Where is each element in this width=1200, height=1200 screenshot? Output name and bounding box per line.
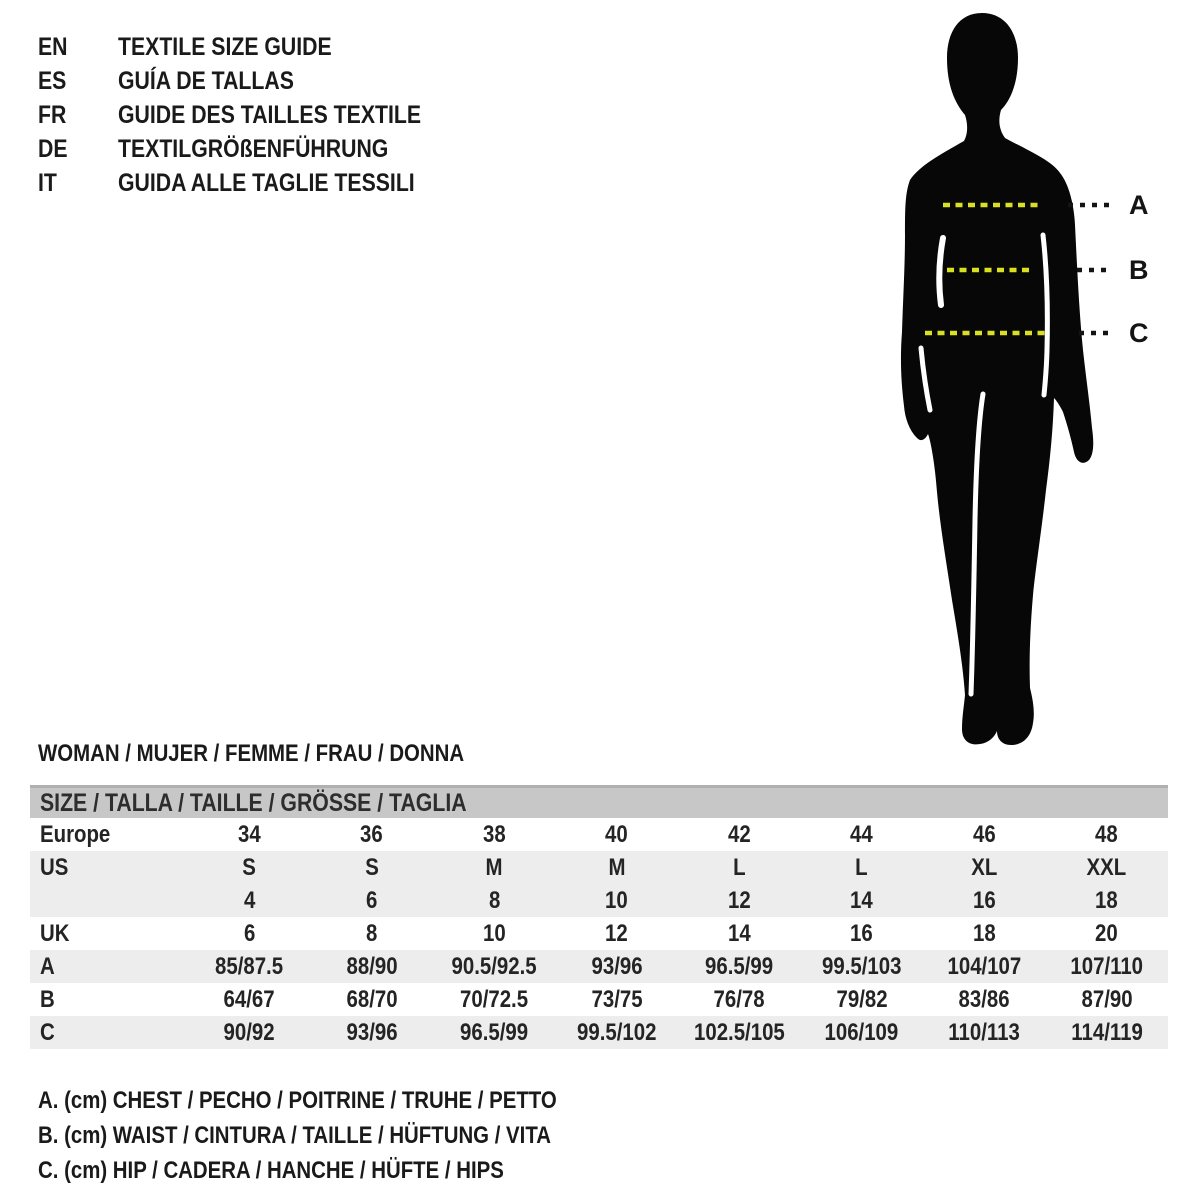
row-label [30, 887, 188, 915]
lang-code: ES [38, 66, 67, 95]
size-figure [855, 10, 1175, 755]
title-line-fr [38, 98, 475, 132]
size-cell: 12 [727, 886, 751, 914]
table-row [30, 950, 1168, 983]
row-label: UK [40, 919, 70, 947]
size-cell: 90/92 [223, 1018, 275, 1046]
size-cell: 96.5/99 [705, 952, 774, 980]
size-table-body [30, 818, 1168, 1049]
size-cell: 36 [360, 820, 384, 848]
row-label: B [40, 985, 55, 1013]
size-cell: 110/113 [948, 1018, 1020, 1046]
size-cell: 10 [605, 886, 629, 914]
table-row [30, 884, 1168, 917]
size-cell: 16 [850, 919, 874, 947]
row-label: C [40, 1018, 55, 1046]
woman-silhouette [901, 13, 1093, 745]
lang-code: IT [38, 168, 57, 197]
table-row [30, 818, 1168, 851]
size-cell: L [855, 853, 868, 881]
legend-line-hip: C. (cm) HIP / CADERA / HANCHE / HÜFTE / HIPS [38, 1156, 504, 1184]
title-text: GUÍA DE TALLAS [118, 66, 294, 95]
size-cell: 88/90 [346, 952, 398, 980]
size-cell: 18 [1095, 886, 1119, 914]
size-cell: 38 [482, 820, 506, 848]
measure-c-label: C [1129, 318, 1149, 348]
title-text: TEXTILE SIZE GUIDE [118, 32, 332, 61]
size-cell: 48 [1095, 820, 1119, 848]
size-cell: 18 [972, 919, 996, 947]
title-block [38, 30, 475, 200]
legend-line-waist: B. (cm) WAIST / CINTURA / TAILLE / HÜFTUNG / VITA [38, 1121, 552, 1149]
size-cell: 93/96 [591, 952, 643, 980]
size-cell: 10 [482, 919, 506, 947]
size-cell: 42 [727, 820, 751, 848]
measure-b-label: B [1129, 255, 1149, 285]
size-cell: 68/70 [346, 985, 398, 1013]
size-cell: XXL [1086, 853, 1127, 881]
table-row [30, 983, 1168, 1016]
size-cell: 76/78 [713, 985, 765, 1013]
lang-code: EN [38, 32, 68, 61]
table-row [30, 917, 1168, 950]
size-cell: S [364, 853, 379, 881]
size-cell: 4 [243, 886, 255, 914]
size-cell: S [242, 853, 257, 881]
legend-line-chest: A. (cm) CHEST / PECHO / POITRINE / TRUHE / PETTO [38, 1086, 557, 1114]
size-cell: 79/82 [836, 985, 888, 1013]
size-cell: 64/67 [223, 985, 275, 1013]
size-cell: 99.5/103 [822, 952, 902, 980]
table-row [30, 851, 1168, 884]
size-cell: 44 [850, 820, 874, 848]
row-label: Europe [40, 820, 111, 848]
row-label: US [40, 853, 69, 881]
size-cell: 114/119 [1070, 1018, 1143, 1046]
size-cell: 8 [488, 886, 500, 914]
title-line-en [38, 30, 475, 64]
size-cell: 6 [243, 919, 255, 947]
title-text: GUIDE DES TAILLES TEXTILE [118, 100, 422, 129]
title-line-es [38, 64, 475, 98]
size-cell: 99.5/102 [577, 1018, 657, 1046]
size-cell: 102.5/105 [693, 1018, 785, 1046]
size-cell: 46 [972, 820, 996, 848]
size-cell: 6 [366, 886, 378, 914]
title-text: GUIDA ALLE TAGLIE TESSILI [118, 168, 415, 197]
measure-a-label: A [1129, 190, 1149, 220]
size-cell: 16 [972, 886, 996, 914]
size-cell: 34 [237, 820, 261, 848]
lang-code: FR [38, 100, 67, 129]
size-cell: M [608, 853, 626, 881]
size-cell: 85/87.5 [215, 952, 284, 980]
size-cell: 96.5/99 [460, 1018, 529, 1046]
size-table-header: SIZE / TALLA / TAILLE / GRÖSSE / TAGLIA [30, 785, 1168, 818]
section-label-woman: WOMAN / MUJER / FEMME / FRAU / DONNA [38, 740, 465, 767]
woman-silhouette-svg [855, 10, 1175, 755]
title-line-de [38, 132, 475, 166]
size-cell: 14 [850, 886, 874, 914]
size-cell: L [733, 853, 746, 881]
title-text: TEXTILGRÖßENFÜHRUNG [118, 134, 389, 163]
size-cell: 93/96 [346, 1018, 398, 1046]
size-cell: 90.5/92.5 [451, 952, 537, 980]
size-cell: 14 [727, 919, 751, 947]
size-cell: 12 [605, 919, 629, 947]
size-cell: XL [971, 853, 998, 881]
size-cell: 107/110 [1070, 952, 1144, 980]
size-cell: 73/75 [591, 985, 643, 1013]
lang-code: DE [38, 134, 68, 163]
size-table [30, 785, 1168, 1049]
size-cell: 8 [366, 919, 378, 947]
size-cell: 87/90 [1081, 985, 1133, 1013]
row-label: A [40, 952, 55, 980]
measure-legend [38, 1083, 648, 1188]
size-cell: 83/86 [958, 985, 1010, 1013]
size-cell: 104/107 [947, 952, 1022, 980]
size-cell: M [485, 853, 503, 881]
size-cell: 20 [1095, 919, 1119, 947]
size-cell: 70/72.5 [460, 985, 529, 1013]
title-line-it [38, 166, 475, 200]
table-row [30, 1016, 1168, 1049]
size-cell: 106/109 [824, 1018, 899, 1046]
size-cell: 40 [605, 820, 629, 848]
